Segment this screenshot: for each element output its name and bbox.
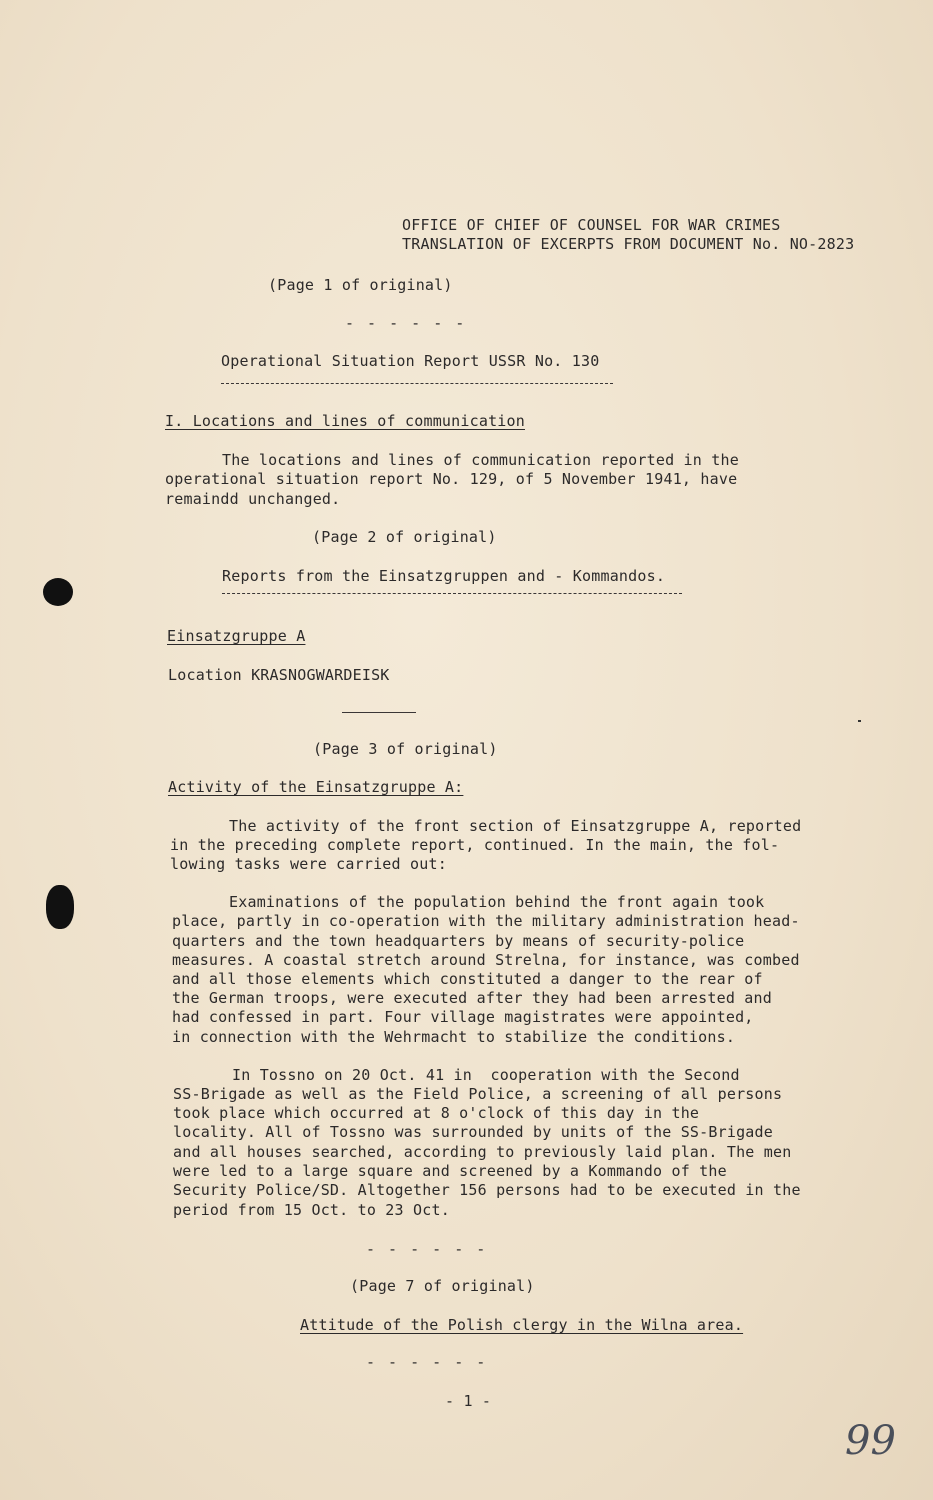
separator-1: - - - - - - (345, 314, 467, 332)
page-2-marker: (Page 2 of original) (312, 528, 497, 546)
section-1-line-1: The locations and lines of communication reported in the (222, 451, 739, 469)
page-3-marker: (Page 3 of original) (313, 740, 498, 758)
separator-2 (342, 712, 416, 713)
para1-line-1: The activity of the front section of Einsatzgruppe A, reported (229, 817, 802, 835)
para3-line-4: locality. All of Tossno was surrounded by units of the SS-Brigade (173, 1123, 773, 1141)
para3-line-3: took place which occurred at 8 o'clock of this day in the (173, 1104, 700, 1122)
punch-hole-top (43, 578, 73, 606)
para2-line-6: the German troops, were executed after they had been arrested and (172, 989, 772, 1007)
section-1-heading: I. Locations and lines of communication (165, 412, 525, 430)
para3-line-7: Security Police/SD. Altogether 156 persons had to be executed in the (173, 1181, 801, 1199)
para2-line-7: had confessed in part. Four village magistrates were appointed, (172, 1008, 754, 1026)
separator-4: - - - - - - (366, 1353, 488, 1371)
para2-line-2: place, partly in co-operation with the military administration head- (172, 912, 800, 930)
page-footer-number: - 1 - (445, 1392, 492, 1410)
separator-3: - - - - - - (366, 1240, 488, 1258)
para2-line-1: Examinations of the population behind the front again took (229, 893, 765, 911)
clergy-heading: Attitude of the Polish clergy in the Wilna area. (300, 1316, 744, 1334)
reports-heading: Reports from the Einsatzgruppen and - Kommandos. (222, 567, 666, 585)
header-line-1: OFFICE OF CHIEF OF COUNSEL FOR WAR CRIMES (402, 216, 781, 234)
para3-line-2: SS-Brigade as well as the Field Police, a screening of all persons (173, 1085, 783, 1103)
para3-line-1: In Tossno on 20 Oct. 41 in cooperation with the Second (232, 1066, 740, 1084)
reports-heading-rule (222, 593, 682, 594)
para2-line-8: in connection with the Wehrmacht to stabilize the conditions. (172, 1028, 736, 1046)
page-7-marker: (Page 7 of original) (350, 1277, 535, 1295)
ink-speck (858, 720, 861, 722)
header-line-2: TRANSLATION OF EXCERPTS FROM DOCUMENT No. NO-2823 (402, 235, 855, 253)
para3-line-5: and all houses searched, according to previously laid plan. The men (173, 1143, 792, 1161)
activity-heading: Activity of the Einsatzgruppe A: (168, 778, 464, 796)
section-1-line-2: operational situation report No. 129, of 5 November 1941, have (165, 470, 738, 488)
para1-line-3: lowing tasks were carried out: (170, 855, 447, 873)
einsatzgruppe-heading: Einsatzgruppe A (167, 627, 306, 645)
section-1-line-3: remaindd unchanged. (165, 490, 341, 508)
handwritten-page-number: 99 (845, 1418, 896, 1464)
para3-line-8: period from 15 Oct. to 23 Oct. (173, 1201, 450, 1219)
para2-line-3: quarters and the town headquarters by means of security-police (172, 932, 745, 950)
para3-line-6: were led to a large square and screened by a Kommando of the (173, 1162, 727, 1180)
para2-line-4: measures. A coastal stretch around Strelna, for instance, was combed (172, 951, 800, 969)
para1-line-2: in the preceding complete report, continued. In the main, the fol- (170, 836, 780, 854)
location-line: Location KRASNOGWARDEISK (168, 666, 390, 684)
para2-line-5: and all those elements which constituted a danger to the rear of (172, 970, 763, 988)
punch-hole-bottom (46, 885, 74, 929)
page-1-marker: (Page 1 of original) (268, 276, 453, 294)
report-title: Operational Situation Report USSR No. 130 (221, 352, 600, 370)
report-title-rule (221, 383, 613, 384)
